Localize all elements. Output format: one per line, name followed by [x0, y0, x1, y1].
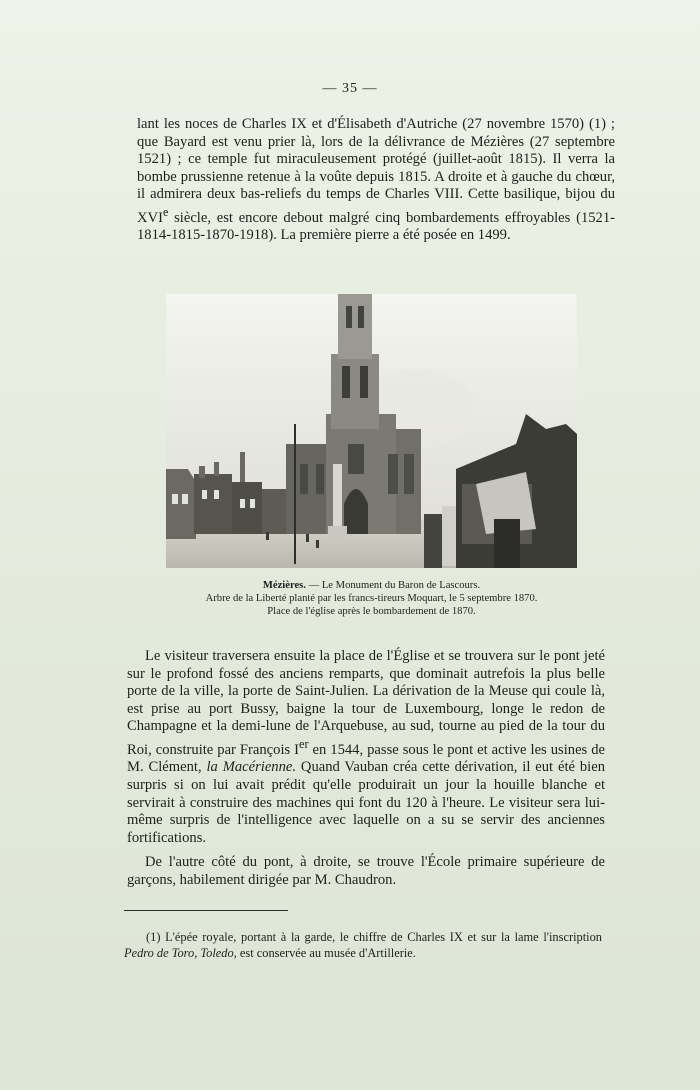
- caption-line-1-text: — Le Monument du Baron de Lascours.: [305, 580, 481, 591]
- paragraph-basilica: [137, 116, 615, 245]
- footnote: [124, 930, 602, 961]
- footnote-italic: Pedro de Toro, Toledo,: [124, 945, 237, 960]
- footnote-separator: [124, 910, 288, 911]
- paragraph-visitor-italic: la Macérienne.: [206, 759, 297, 776]
- paragraph-basilica-text-a: lant les noces de Charles IX et d'Élisabeth d'Autriche (27 novembre 1570) (1) ; que Bayard est venu prier là, lors de la délivrance de Mézières (27 septembre 1521) ; ce temple fut miraculeusement protégé (juillet-août 1815). Il verra la bombe prussienne retenue à la voûte depuis 1815. A droite et à gauche du chœur, il admirera deux bas-reliefs du temps de Charles VIII. Cette basilique, bijou du XVI: [137, 116, 615, 226]
- century-superscript: e: [162, 204, 169, 219]
- caption-line-1: [166, 579, 577, 592]
- page-number: — 35 —: [322, 81, 378, 96]
- paragraph-basilica-text-b: siècle, est encore debout malgré cinq bombardements effroyables (1521-1814-1815-1870-1918). La première pierre a été posée en 1499.: [137, 209, 615, 244]
- figure-caption: [166, 579, 577, 618]
- paragraph-visitor-text-a: Le visiteur traversera ensuite la place de l'Église et se trouvera sur le pont jeté sur le profond fossé des anciens remparts, que dominait autrefois la plus belle porte de la ville, la porte de Saint-Julien. La dérivation de la Meuse qui coule là, est prise au port Bussy, baigne la tour de Luxembourg, longe le redon de Champagne et la demi-lune de l'Arquebuse, au sud, tourne au pied de la tour du Roi, construite par François I: [127, 648, 605, 758]
- photograph-mezieres-church: [166, 294, 577, 568]
- church-square-illustration: [166, 294, 577, 568]
- paragraph-visitor-text-c: Quand Vauban créa cette dérivation, il eut été bien surpris si on lui avait prédit qu'elle produirait un jour la houille blanche et servirait à construire des machines qui font du 120 à l'heure. Le visiteur sera lui-même surpris de l'intelligence avec laquelle on a su se servir des anciennes fortifications.: [127, 759, 605, 846]
- paragraph-visitor-text-b: en 1544, passe sous le pont et active les usines de M. Clément,: [127, 741, 605, 776]
- paragraph-school: De l'autre côté du pont, à droite, se trouve l'École primaire supérieure de garçons, habilement dirigée par M. Chaudron.: [127, 854, 605, 888]
- footnote-text-a: (1) L'épée royale, portant à la garde, le chiffre de Charles IX et sur la lame l'inscription: [146, 930, 602, 944]
- caption-line-3: Place de l'église après le bombardement de 1870.: [267, 606, 476, 617]
- caption-title: Mézières.: [262, 580, 306, 591]
- francois-superscript: er: [299, 736, 309, 751]
- caption-line-2: Arbre de la Liberté planté par les francs-tireurs Moquart, le 5 septembre 1870.: [205, 593, 538, 604]
- paragraph-visitor-bridge: [127, 648, 605, 847]
- footnote-text-b: est conservée au musée d'Artillerie.: [236, 945, 416, 960]
